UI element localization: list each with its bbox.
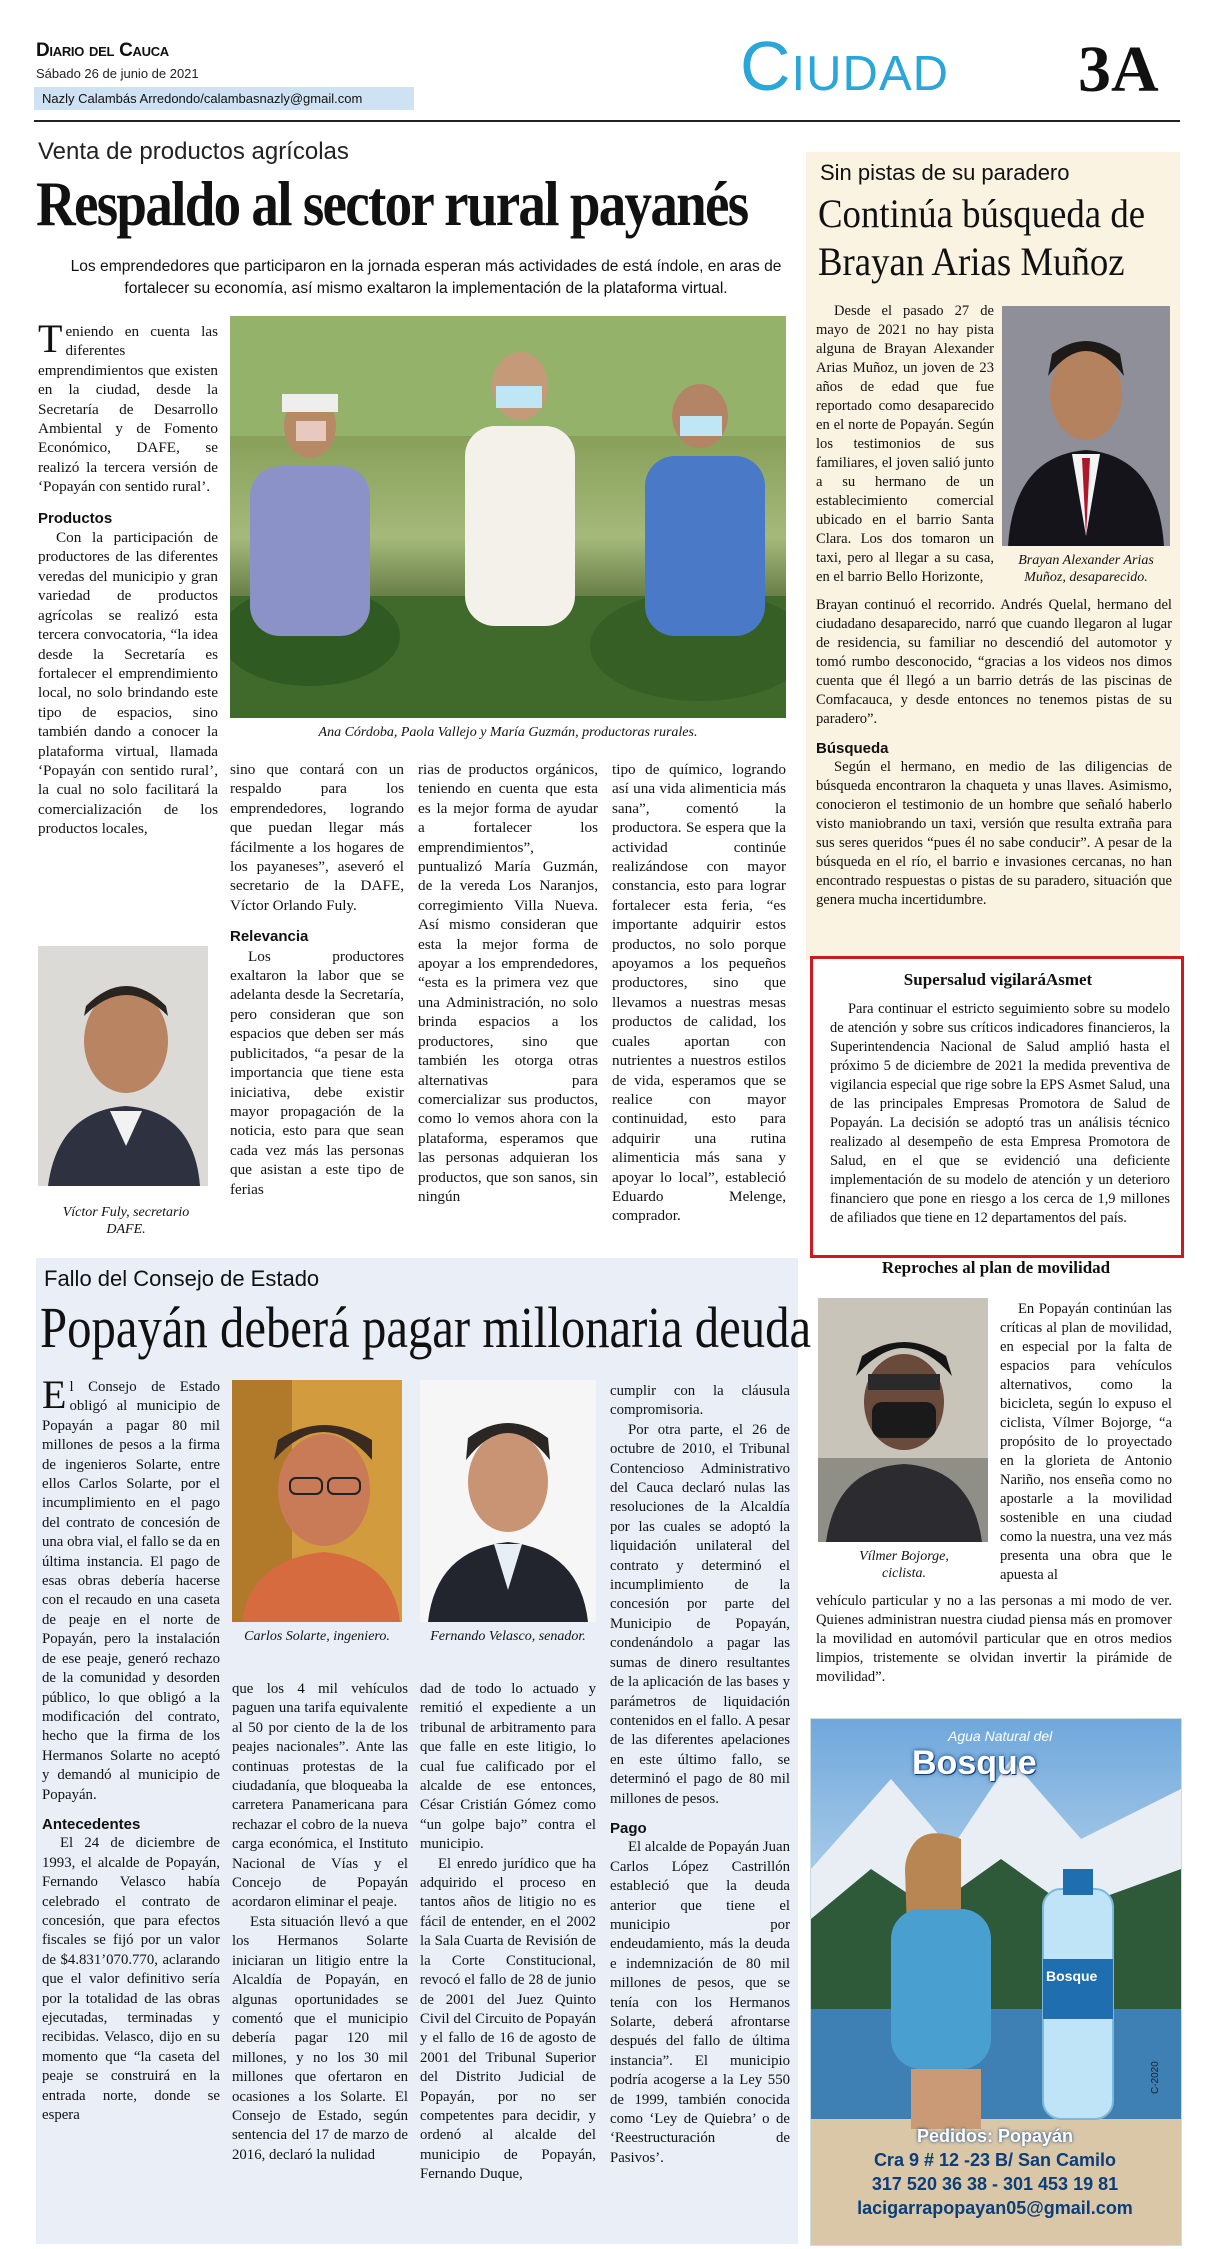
ad-brand: Bosque [912, 1744, 1037, 1782]
main-col1-p1: Teniendo en cuenta las diferentes emprendimientos que existen en la ciudad, desde la Secretaría de Desarrollo Ambiental y de Fomento Económico, DAFE, se realizó la tercera versión de ‘Popayán con sentido rural’. [38, 316, 218, 496]
debt-col4-p2: Por otra parte, el 26 de octubre de 2010, el Tribunal Contencioso Administrativo del Cauca declaró nulas las resoluciones de la Alcaldía por las cuales se adoptó la liquidación unilateral del contrato y determinó el incumplimiento de la concesión por parte del Municipio de Popayán, condenándolo a pagar las sumas de dinero resultantes de la aplicación de las bases y parámetros de liquidación contenidos en el fallo. A pesar de las diferentes apelaciones en este último fallo, se determinó el pago de 80 mil millones de pesos. [610, 1421, 790, 1807]
side-p1-cont: Brayan continuó el recorrido. Andrés Quelal, hermano del ciudadano desaparecido, narró que cuando llegaron al lugar de residencia, su familiar no descendió del automotor y tomó rumbo desconocido, “gracias a los videos nos dimos cuenta que él llegó a un barrio detrás de las piscinas de Comfacauca, y desde entonces no tenemos pistas de su paradero”. [816, 597, 1172, 727]
mobility-column-wide [816, 1592, 1172, 1687]
side-kicker: Sin pistas de su paradero [820, 160, 1070, 185]
mobility-p1-cont: vehículo particular y no a las personas a mi modo de ver. Quienes administran nuestra ciudad piensa más en promover la movilidad en automóvil particular que en otros medios limpios, tristemente se olvidan invertir la pirámide de movilidad”. [816, 1593, 1172, 1685]
side-headline: Continúa búsqueda de Brayan Arias Muñoz [818, 191, 1146, 284]
page-number: 3A [1078, 33, 1159, 106]
main-column-4 [612, 760, 786, 1226]
debt-col4-p1: cumplir con la cláusula compromisoria. [610, 1383, 790, 1419]
main-col4-p1: tipo de químico, logrando así una vida alimenticia más sana”, comentó la productora. Se espera que la actividad continúe realizándose con mayor constancia, esto para lograr fortalecer esta feria, “es importante adquirir estos productos, no solo porque apoyamos a los pequeños productores, sino que llevamos a nuestras mesas productos de calidad, los cuales aportan con nutrientes a nuestros estilos de vida, esperamos que se realice con mayor continuidad, esto para adquirir una rutina alimenticia más sana y apoyar lo local”, estableció Eduardo Melenge, comprador. [612, 761, 786, 1225]
debt-column-3 [420, 1680, 596, 2185]
main-kicker: Venta de productos agrícolas [38, 138, 349, 165]
brayan-illustration [1002, 306, 1170, 546]
solarte-caption: Carlos Solarte, ingeniero. [244, 1629, 390, 1644]
debt-col4-p3: El alcalde de Popayán Juan Carlos López Castrillón estableció que la deuda anterior que tiene el municipio por endeudamiento, más la deuda e indemnización de 80 mil millones de pesos, que se tenía con los Hermanos Solarte, deberá afrontarse después del fallo de última instancia”. El municipio podría acogerse a la Ley 550 de 1999, también conocida como ‘Ley de Quiebra’ o de ‘Reestructuración de Pasivos’. [610, 1839, 790, 2166]
ad-email[interactable]: lacigarrapopayan05@gmail.com [857, 2198, 1133, 2218]
solarte-photo [232, 1380, 402, 1622]
mobility-headline: Reproches al plan de movilidad [881, 1258, 1111, 1277]
producers-photo [230, 316, 786, 718]
side-subhead: Búsqueda [816, 740, 889, 757]
debt-col2-p2: Esta situación llevó a que los Hermanos Solarte iniciaran un litigio entre la Alcaldía de Popayán, en algunas oportunidades se comentó que el municipio debería pagar 120 mil millones, y no los 30 mil millones que ofertaron en ocasiones a los Solarte. El Consejo de Estado, según sentencia del 17 de marzo de 2016, declaró la nulidad [232, 1913, 408, 2163]
main-col2-p1: sino que contará con un respaldo para los emprendedores, logrando que puedan llegar más fácilmente a los hogares de los payaneses”, aseveró el secretario de la DAFE, Víctor Orlando Fuly. [230, 761, 404, 914]
debt-column-2 [232, 1680, 408, 2165]
main-deck: Los emprendedores que participaron en la jornada esperan más actividades de está índole, en aras de fortalecer su economía, así mismo exaltaron la implementación de la plataforma virtual. [70, 258, 782, 297]
debt-col1-p1: El Consejo de Estado obligó al municipio de Popayán a pagar 80 mil millones de pesos a la firma de ingenieros Solarte, entre ellos Carlos Solarte, por el incumplimiento en el pago del contrato de concesión de una obra vial, el fallo se da en última instancia. El pago de esas obras debería hacerse con el recaudo en una caseta de peaje en el norte de Popayán, pero la instalación de ese peaje, generó rechazo de la comunidad y desorden público, lo que obligó a la modificación del contrato, hecho que la firma de los Hermanos Solarte no aceptó y demandó al municipio de Popayán. [42, 1372, 220, 1803]
velasco-caption: Fernando Velasco, senador. [430, 1629, 586, 1644]
mobility-column-narrow [1000, 1300, 1172, 1585]
side-column-wide [816, 596, 1172, 910]
main-col3-p1: rias de productos orgánicos, teniendo en cuenta que esta es la mejor forma de ayudar a fortalecer los emprendimientos”, puntualizó María Guzmán, de la vereda Los Naranjos, corregimiento Villa Nueva. Así mismo consideran que esta la mejor forma de apoyar a los emprendedores, “esta es la primera vez que una Administración, no solo brinda espacios a los productores, sino que también les otorga otras alternativas para comercializar sus productos, como lo vemos ahora con la plataforma, esperamos que las personas adquieran los productos, que son sanos, sin ningún [418, 761, 598, 1205]
author-line[interactable]: Nazly Calambás Arredondo/calambasnazly@gmail.com [34, 87, 414, 110]
debt-column-1 [42, 1372, 220, 2125]
side-p2: Según el hermano, en medio de las diligencias de búsqueda encontraron la chaqueta y unas llaves. Asimismo, conocieron el testimonio de un hombre que señaló haberlo visto maniobrando un taxi, versión que resulta extraña para sus seres queridos “pues él no sabe conducir”. A pesar de la búsqueda en el río, el barrio e invasiones cercanas, no han encontrado respuestas o pistas de su paradero, situación que genera mucha incertidumbre. [816, 759, 1172, 908]
ad-orders-line: Pedidos: Popayán [916, 2126, 1074, 2146]
debt-column-4 [610, 1382, 790, 2168]
debt-col3-p1: dad de todo lo actuado y remitió el expediente a un tribunal de arbitramento para que falle en este litigio, lo cual fue calificado por el alcalde de ese entonces, César Cristián Gómez como “un golpe bajo” contra el municipio. [420, 1681, 596, 1853]
side-column-narrow [816, 302, 994, 587]
brayan-caption: Brayan Alexander Arias Muñoz, desaparecido. [1018, 553, 1154, 585]
ad-address: Cra 9 # 12 -23 B/ San Camilo [873, 2150, 1117, 2170]
fuly-portrait [38, 946, 208, 1186]
brayan-photo [1002, 306, 1170, 546]
ad-phones[interactable]: 317 520 36 38 - 301 453 19 81 [871, 2174, 1119, 2194]
velasco-photo [420, 1380, 596, 1622]
debt-col1-p2: El 24 de diciembre de 1993, el alcalde de Popayán, Fernando Velasco había celebrado el contrato de concesión, que para efectos fiscales se fijó por un valor de $4.831’070.770, aclarando que el valor definitivo sería por la totalidad de las obras ejecutadas, terminadas y recibidas. Velasco, dijo en su momento que “la caseta del peaje se construirá en la entrada norte, donde se espera [42, 1835, 220, 2124]
producers-photo-caption: Ana Córdoba, Paola Vallejo y María Guzmán, productoras rurales. [318, 725, 698, 740]
velasco-illustration [420, 1380, 596, 1622]
debt-col1-subhead: Antecedentes [42, 1815, 141, 1833]
supersalud-headline: Supersalud vigilaráAsmet [903, 970, 1093, 989]
cyclist-illustration [818, 1298, 988, 1542]
masthead-rule [34, 120, 1180, 122]
section-title: Ciudad [740, 27, 950, 105]
ad-brand-top: Agua Natural del [948, 1728, 1053, 1744]
main-col2-p2: Los productores exaltaron la labor que se adelanta desde la Secretaría, pero consideran que son espacios que deben ser más publicitados, “a pesar de la importancia que tiene esta iniciativa, debe existir mayor propagación de la noticia, esto para que sean cada vez más las personas que asistan a este tipo de ferias [230, 947, 404, 1198]
main-col1-p2: Con la participación de productores de las diferentes veredas del municipio y gran variedad de productos agrícolas se realizó esta tercera convocatoria, “la idea desde la Secretaría es fortalecer el emprendimiento local, no solo brindando este tipo de espacios, sino también dando a conocer la plataforma virtual, llamada ‘Popayán con sentido rural’, la cual no solo facilitará la comercialización de los productos locales, [38, 529, 218, 838]
main-headline: Respaldo al sector rural payanés [36, 168, 748, 239]
debt-col2-p1: que los 4 mil vehículos paguen una tarifa equivalente al 50 por ciento de la de los peajes nacionales”. Ante las continuas protestas de la ciudadanía, que bloqueaba la carretera Panamericana para rechazar el cobro de la nueva carga económica, el Instituto Nacional de Vías y el Concejo de Popayán acordaron eliminar el peaje. [232, 1681, 408, 1911]
fuly-caption: Víctor Fuly, secretario DAFE. [62, 1205, 190, 1237]
main-column-2 [230, 760, 404, 1199]
main-col1-subhead: Productos [38, 509, 113, 527]
solarte-illustration [232, 1380, 402, 1622]
debt-col3-p2: El enredo jurídico que ha adquirido el proceso en tantos años de litigio no es fácil de entender, en el 2002 la Sala Cuarta de Revisión de la Corte Constitucional, revocó el fallo de 28 de junio de 2001 del Juez Quinto Civil del Circuito de Popayán y el fallo de 16 de agosto de 2001 del Tribunal Superior del Distrito Judicial de Popayán, por no ser competentes para decidir, y ordenó al alcalde del municipio de Popayán, Fernando Duque, [420, 1855, 596, 2183]
ad-bottle [1043, 1869, 1113, 2119]
producers-illustration [230, 316, 786, 718]
main-column-1 [38, 316, 218, 839]
fuly-illustration [38, 946, 208, 1186]
main-col2-subhead: Relevancia [230, 928, 309, 946]
ad-bottle-label: Bosque [1046, 1968, 1098, 1984]
ad-code: C-2020 [1150, 2061, 1161, 2094]
cyclist-photo [818, 1298, 988, 1542]
issue-date: Sábado 26 de junio de 2021 [36, 66, 199, 81]
debt-kicker: Fallo del Consejo de Estado [44, 1266, 320, 1291]
main-column-3 [418, 760, 598, 1206]
supersalud-body: Para continuar el estricto seguimiento sobre su modelo de atención y sobre sus críticos indicadores financieros, la Superintendencia Nacional de Salud amplió hasta el próximo 5 de diciembre de 2021 la medida preventiva de vigilancia especial que rige sobre la EPS Asmet Salud, una de las principales Empresas Promotora de Salud de Popayán. La decisión se adoptó tras un análisis técnico realizado al desempeño de esta Empresa Promotora de Salud, en el que se evidenció una deficiente implementación de su modelo de atención y un deterioro financiero que pone en riesgo a los cerca de 1,9 millones de afiliados que tiene en 12 departamentos del país. [830, 1001, 1170, 1226]
debt-headline: Popayán deberá pagar millonaria deuda [40, 1295, 812, 1360]
paper-name: Diario del Cauca [36, 40, 169, 61]
mobility-p1: En Popayán continúan las críticas al plan de movilidad, en especial por la falta de espacios para vehículos alternativos, como la bicicleta, según lo expuso el ciclista, Vílmer Bojorge, “a propósito de lo proyectado en la glorieta de Antonio Nariño, nos enseña como no apostarle a la movilidad sostenible en una ciudad como la nuestra, una vez más presenta una obra que le apuesta al [1000, 1301, 1172, 1583]
debt-col4-subhead: Pago [610, 1819, 647, 1837]
side-p1: Desde el pasado 27 de mayo de 2021 no hay pista alguna de Brayan Alexander Arias Muñoz, un joven de 23 años de edad que fue reportado como desaparecido en el norte de Popayán. Según los testimonios de sus familiares, el joven salió junto a su hermano de un establecimiento comercial ubicado en el barrio Santa Clara. Los dos tomaron un taxi, pero al llegar a su casa, en el barrio Bello Horizonte, [816, 303, 994, 585]
cyclist-caption: Vílmer Bojorge, ciclista. [859, 1549, 949, 1581]
